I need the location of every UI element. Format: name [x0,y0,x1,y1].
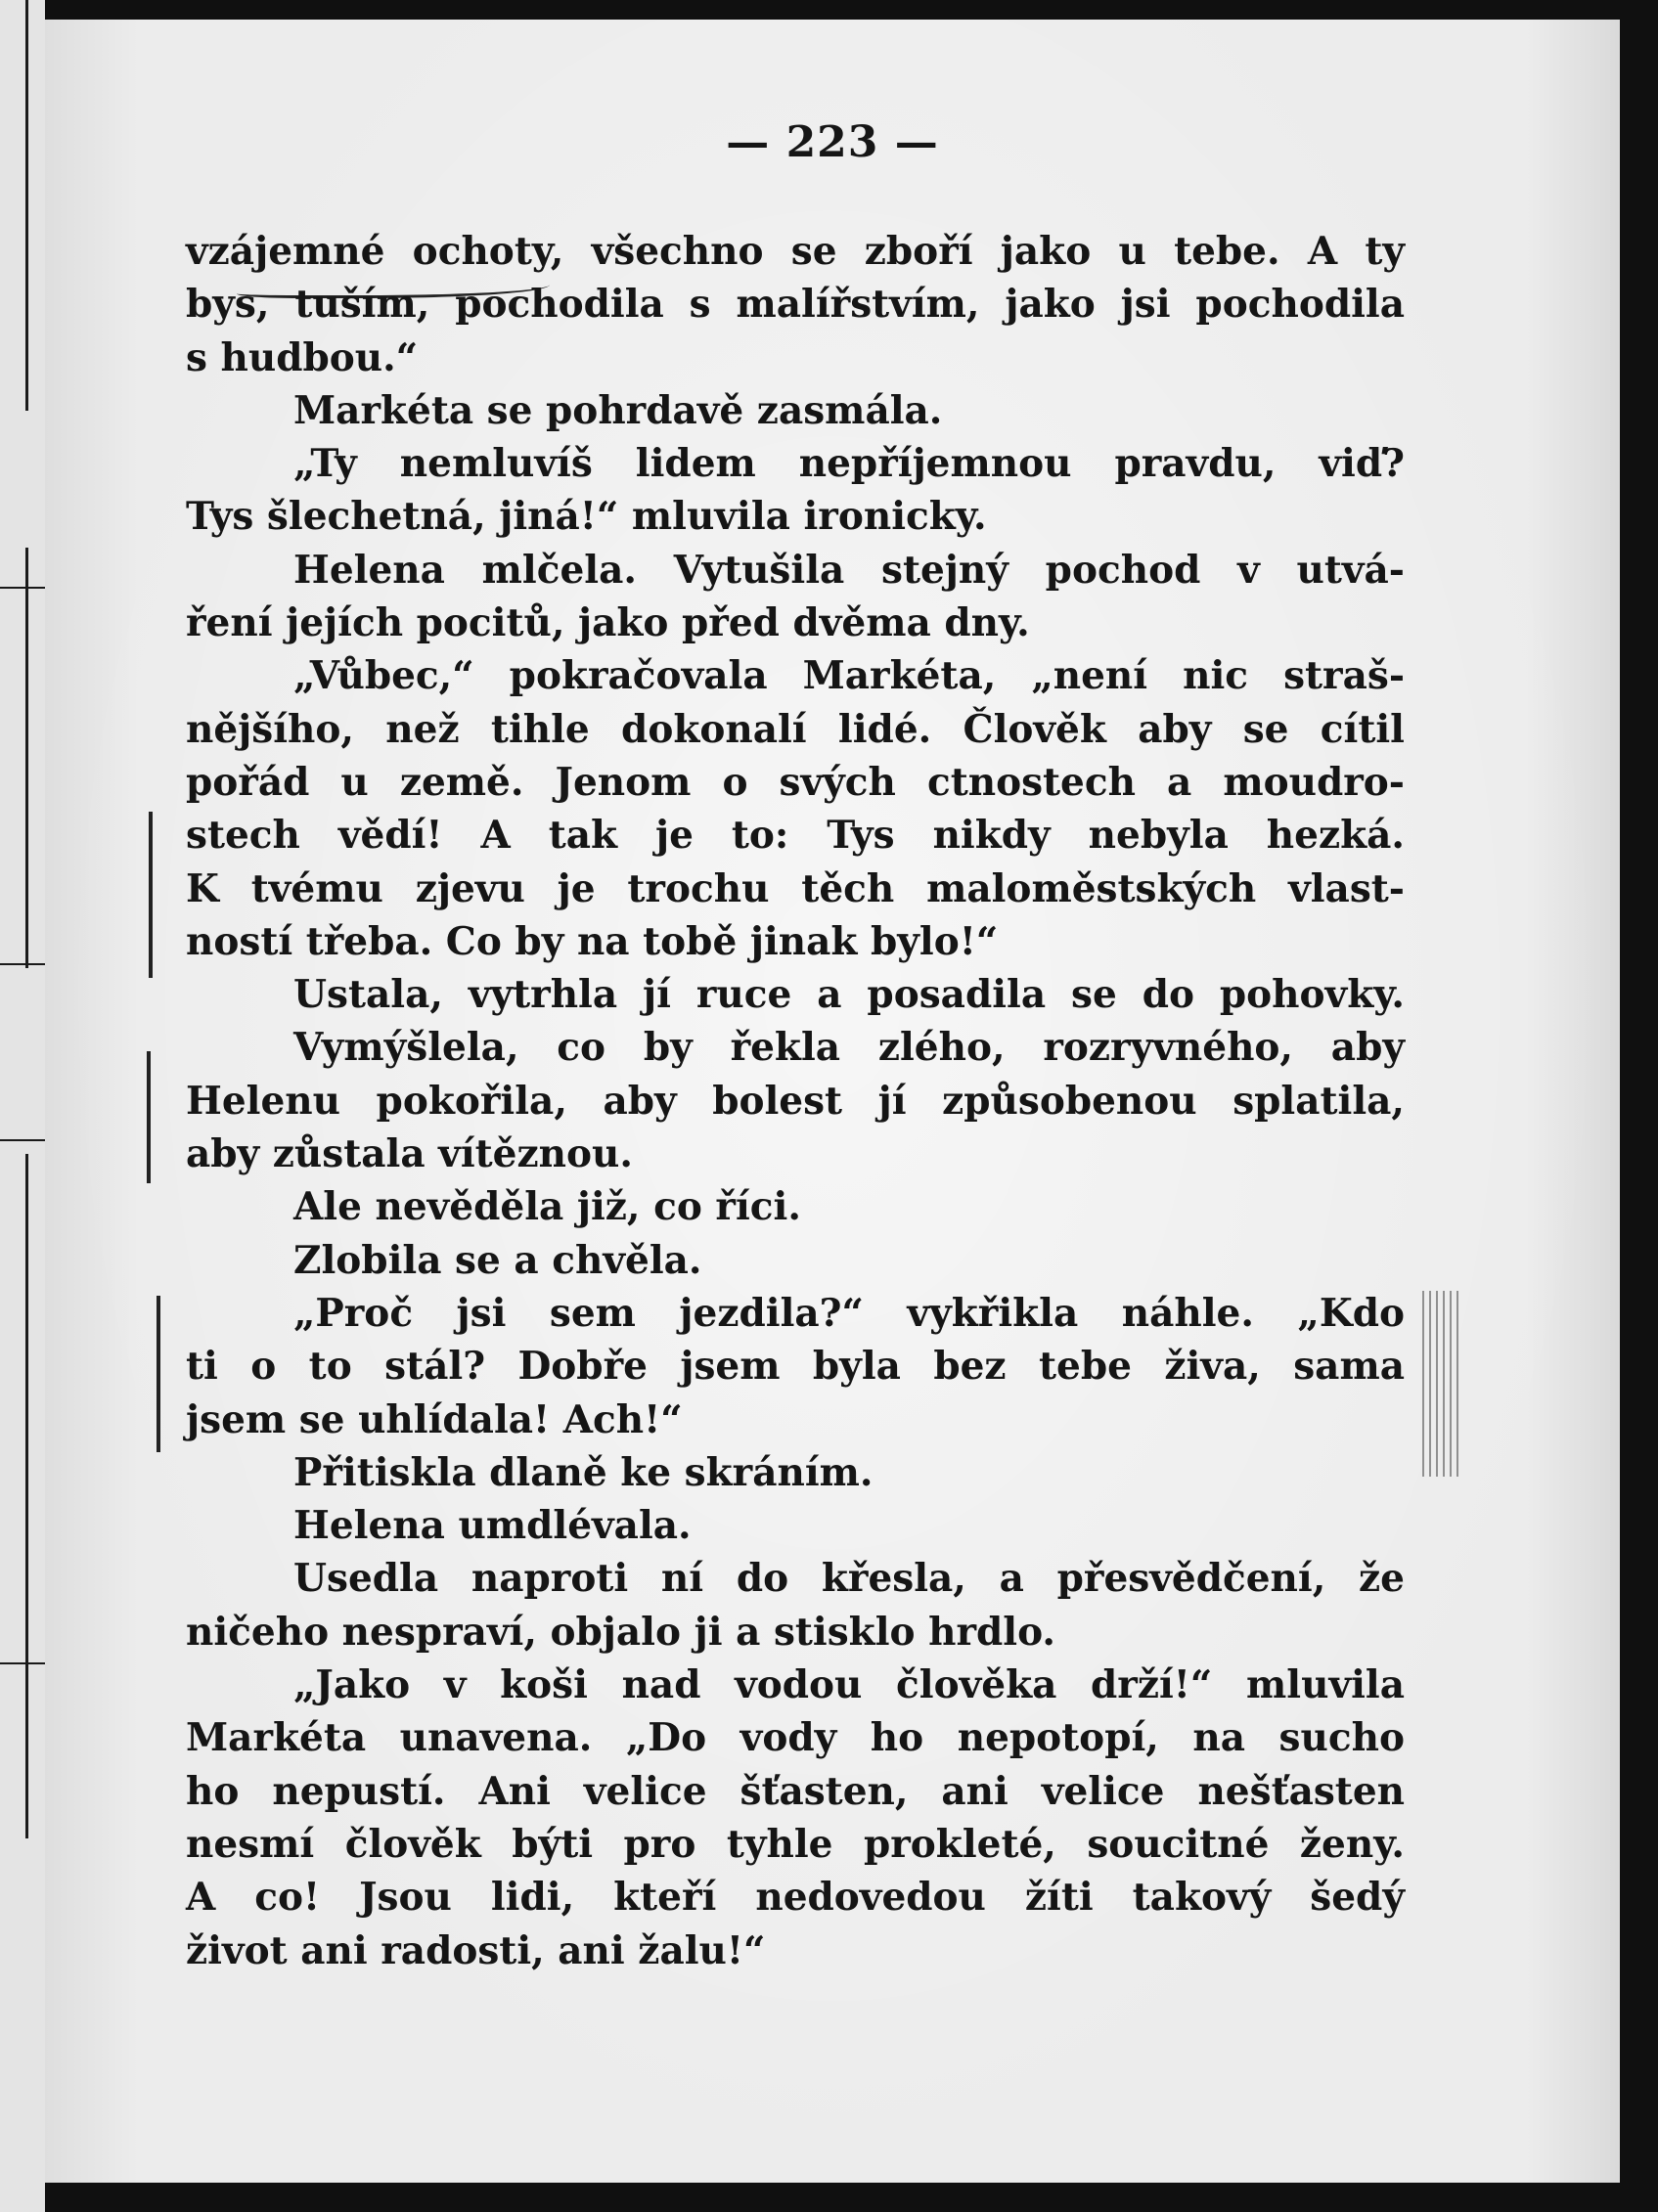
text-line: bys, tuším, pochodila s malířstvím, jako jsi pochodila [186,282,1405,328]
text-line: stech vědí! A tak je to: Tys nikdy nebyla hezká. [186,813,1405,859]
text-line: Markéta unavena. „Do vody ho nepotopí, na sucho [186,1715,1405,1761]
text-line: Markéta se pohrdavě zasmála. [293,387,943,433]
text-line: ti o to stál? Dobře jsem byla bez tebe živa, sama [186,1344,1405,1390]
text-line: nějšího, než tihle dokonalí lidé. Člověk aby se cítil [186,706,1405,752]
page-number: — 223 — [726,117,939,167]
margin-mark [157,1296,160,1452]
text-line: ho nepustí. Ani velice šťasten, ani velice nešťasten [186,1768,1405,1814]
text-line: „Jako v koši nad vodou člověka drží!“ mluvila [293,1662,1405,1708]
body-text [186,225,1405,1977]
margin-scribble [1422,1291,1461,1477]
gutter-tick [0,587,45,589]
text-line: „Proč jsi sem jezdila?“ vykřikla náhle. „Kdo [293,1290,1405,1336]
book-page [45,20,1620,2183]
text-line: Vymýšlela, co by řekla zlého, rozryvného, aby [293,1025,1405,1071]
text-line: A co! Jsou lidi, kteří nedovedou žíti takový šedý [186,1875,1405,1921]
text-line: nesmí člověk býti pro tyhle prokleté, soucitné ženy. [186,1821,1405,1867]
text-line: „Ty nemluvíš lidem nepříjemnou pravdu, viď? [293,441,1405,487]
text-line: vzájemné ochoty, všechno se zboří jako u tebe. A ty [186,229,1405,274]
margin-mark [149,812,153,978]
text-line: Tys šlechetná, jiná!“ mluvila ironicky. [186,494,987,540]
gutter-rule [25,0,28,411]
gutter-rule [25,548,28,968]
text-line: Usedla naproti ní do křesla, a přesvědčení, že [293,1556,1405,1602]
binding-gutter [0,0,45,2212]
text-line: ničeho nespraví, objalo ji a stisklo hrdlo. [186,1609,1056,1655]
text-line: K tvému zjevu je trochu těch maloměstských vlast- [186,865,1405,911]
text-line: život ani radosti, ani žalu!“ [186,1927,766,1973]
text-line: Zlobila se a chvěla. [293,1237,702,1283]
text-line: aby zůstala vítěznou. [186,1131,633,1177]
text-line: Ale nevěděla již, co říci. [293,1184,801,1230]
text-line: Helena umdlévala. [293,1503,692,1549]
text-line: jsem se uhlídala! Ach!“ [186,1396,683,1442]
text-line: „Vůbec,“ pokračovala Markéta, „není nic straš- [293,653,1405,699]
gutter-rule [25,1154,28,1838]
text-line: pořád u země. Jenom o svých ctnostech a moudro- [186,759,1405,805]
text-line: Helena mlčela. Vytušila stejný pochod v utvá- [293,547,1405,593]
text-line: Ustala, vytrhla jí ruce a posadila se do pohovky. [293,972,1405,1018]
text-line: Helenu pokořila, aby bolest jí způsobenou splatila, [186,1078,1405,1124]
text-line: Přitiskla dlaně ke skráním. [293,1449,874,1495]
text-line: ností třeba. Co by na tobě jinak bylo!“ [186,918,999,964]
text-line: s hudbou.“ [186,334,419,380]
gutter-tick [0,1662,45,1664]
text-line: ření jejích pocitů, jako před dvěma dny. [186,600,1030,646]
gutter-tick [0,963,45,965]
margin-mark [147,1051,151,1183]
gutter-tick [0,1139,45,1141]
